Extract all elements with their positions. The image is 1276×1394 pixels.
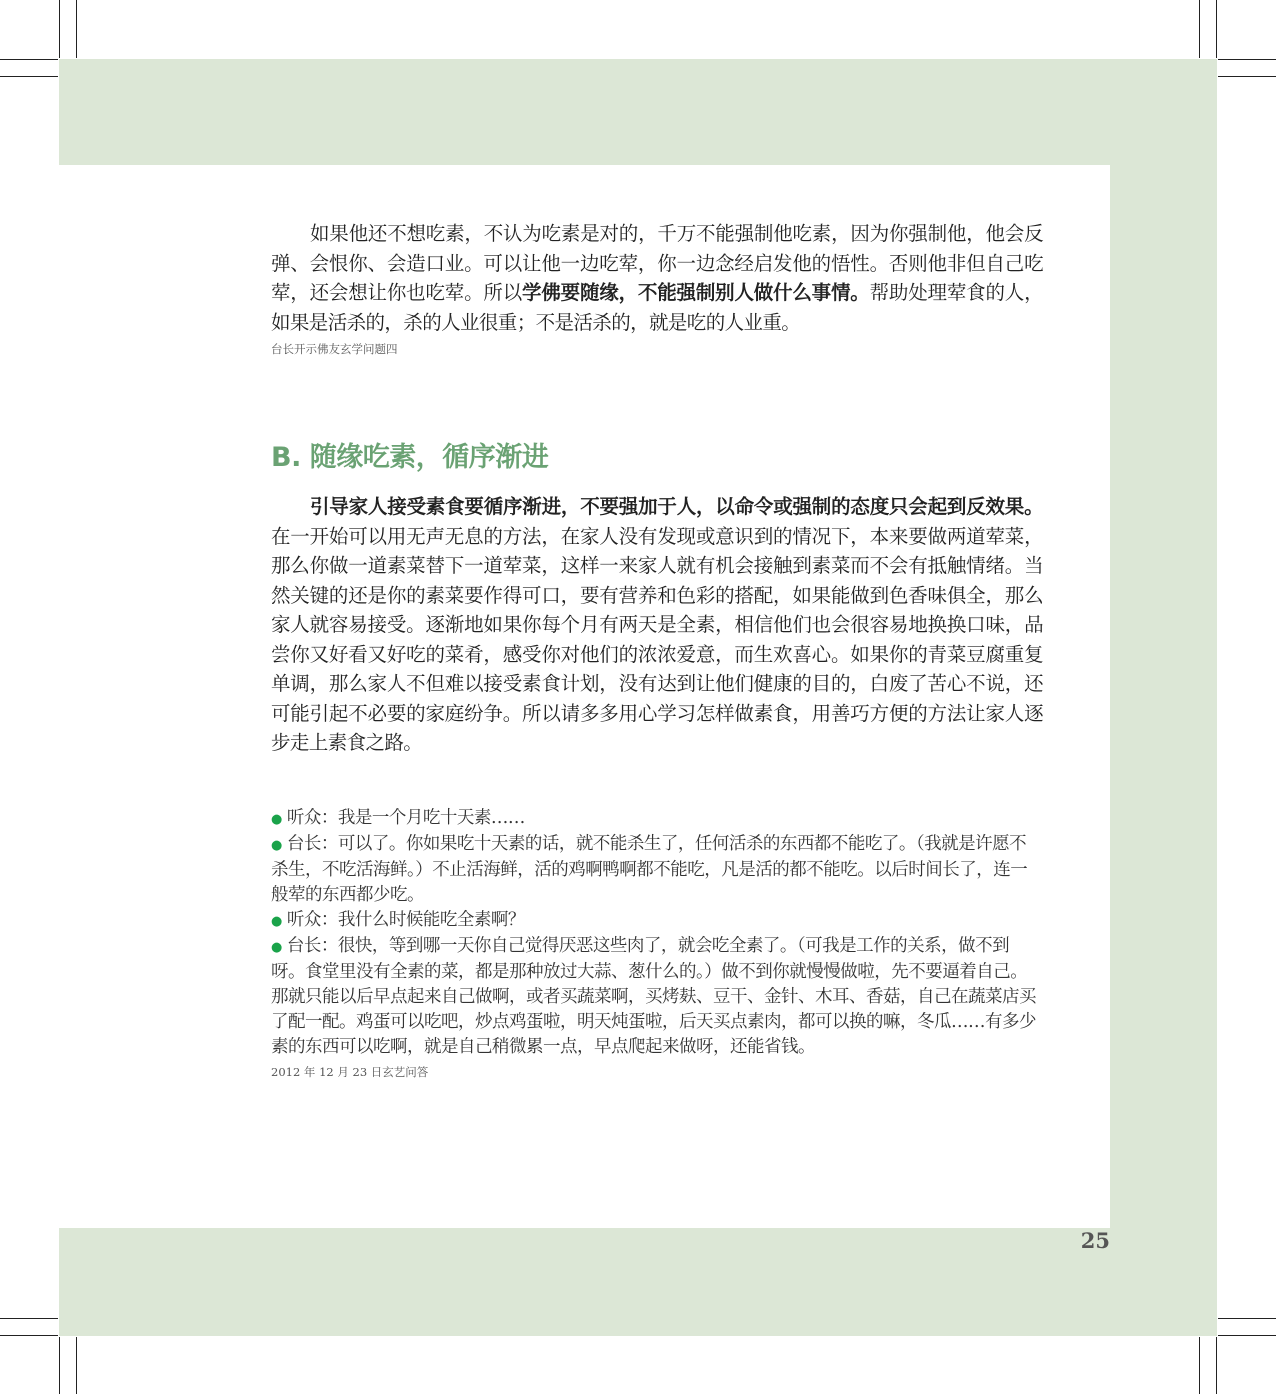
bottom-green-band (59, 1228, 1217, 1336)
dialogue-text: 听众：我是一个月吃十天素…… (281, 807, 525, 828)
crop-mark (59, 0, 60, 58)
dialogue-text: 听众：我什么时候能吃全素啊？ (281, 909, 525, 930)
crop-mark (1216, 1337, 1217, 1394)
right-green-band (1110, 59, 1217, 1336)
crop-mark (59, 1337, 60, 1394)
crop-mark (0, 59, 58, 60)
crop-mark (1199, 0, 1200, 58)
crop-mark (0, 1318, 58, 1319)
bullet-dot: ● (271, 939, 282, 955)
crop-mark (1218, 1335, 1276, 1336)
paragraph-2-text: 在一开始可以用无声无息的方法，在家人没有发现或意识到的情况下，本来要做两道荤菜，那么你做一道素菜替下一道荤菜，这样一来家人就有机会接触到素菜而不会有抵触情绪。当然关键的还是你的素菜要作得可口，要有营养和色彩的搭配，如果能做到色香味俱全，那么家人就容易接受。逐渐地如果你每个月有两天是全素，相信他们也会很容易地换换口味，品尝你又好看又好吃的菜肴，感受你对他们的浓浓爱意，而生欢喜心。如果你的青菜豆腐重复单调，那么家人不但难以接受素食计划，没有达到让他们健康的目的，白废了苦心不说，还可能引起不必要的家庭纷争。所以请多多用心学习怎样做素食，用善巧方便的方法让家人逐步走上素食之路。 (271, 524, 1043, 754)
source-note-2: 2012 年 12 月 23 日玄艺问答 (271, 1064, 429, 1079)
dialogue-line (271, 934, 1043, 1060)
paragraph-1-text-b: 帮助处理荤食的人，如果是活杀的，杀的人业很重；不是活杀的，就是吃的人业重。 (271, 281, 1043, 334)
bullet-dot: ● (271, 913, 282, 929)
top-green-band (59, 59, 1217, 165)
dialogue-text: 台长：很快，等到哪一天你自己觉得厌恶这些肉了，就会吃全素了。（可我是工作的关系，做不到呀。食堂里没有全素的菜，都是那种放过大蒜、葱什么的。）做不到你就慢慢做啦，先不要逼着自己。那就只能以后早点起来自己做啊，或者买蔬菜啊，买烤麸、豆干、金针、木耳、香菇，自己在蔬菜店买了配一配。鸡蛋可以吃吧，炒点鸡蛋啦，明天炖蛋啦，后天买点素肉，都可以换的嘛，冬瓜……有多少素的东西可以吃啊，就是自己稍微累一点，早点爬起来做呀，还能省钱。 (271, 935, 1036, 1057)
paragraph-1 (271, 219, 1043, 337)
crop-mark (1199, 1337, 1200, 1394)
crop-mark (1218, 76, 1276, 77)
dialogue-text: 台长：可以了。你如果吃十天素的话，就不能杀生了，任何活杀的东西都不能吃了。（我就是许愿不杀生，不吃活海鲜。）不止活海鲜，活的鸡啊鸭啊都不能吃，凡是活的都不能吃。以后时间长了，连一般荤的东西都少吃。 (271, 833, 1028, 905)
paragraph-2 (271, 492, 1043, 758)
dialogue-line (271, 832, 1043, 908)
bullet-dot: ● (271, 837, 282, 853)
crop-mark (0, 76, 58, 77)
source-note-1: 台长开示佛友玄学问题四 (271, 342, 398, 356)
page-number: 25 (1080, 1228, 1110, 1253)
paragraph-2-bold: 引导家人接受素食要循序渐进，不要强加于人，以命令或强制的态度只会起到反效果。 (310, 495, 1043, 518)
crop-mark (1218, 1318, 1276, 1319)
paragraph-1-bold: 学佛要随缘，不能强制别人做什么事情。 (522, 281, 870, 304)
dialogue-line (271, 806, 1043, 832)
crop-mark (0, 1335, 58, 1336)
dialogue-line (271, 908, 1043, 934)
paragraph-1-text-a: 如果他还不想吃素，不认为吃素是对的，千万不能强制他吃素，因为你强制他，他会反弹、会恨你、会造口业。可以让他一边吃荤，你一边念经启发他的悟性。否则他非但自己吃荤，还会想让你也吃荤。所以 (271, 222, 1043, 304)
crop-mark (76, 0, 77, 58)
section-heading: B. 随缘吃素，循序渐进 (271, 442, 549, 473)
main-content (271, 219, 1043, 1080)
dialogue-block (271, 806, 1043, 1060)
crop-mark (1218, 59, 1276, 60)
crop-mark (76, 1337, 77, 1394)
crop-mark (1216, 0, 1217, 58)
bullet-dot: ● (271, 811, 282, 827)
